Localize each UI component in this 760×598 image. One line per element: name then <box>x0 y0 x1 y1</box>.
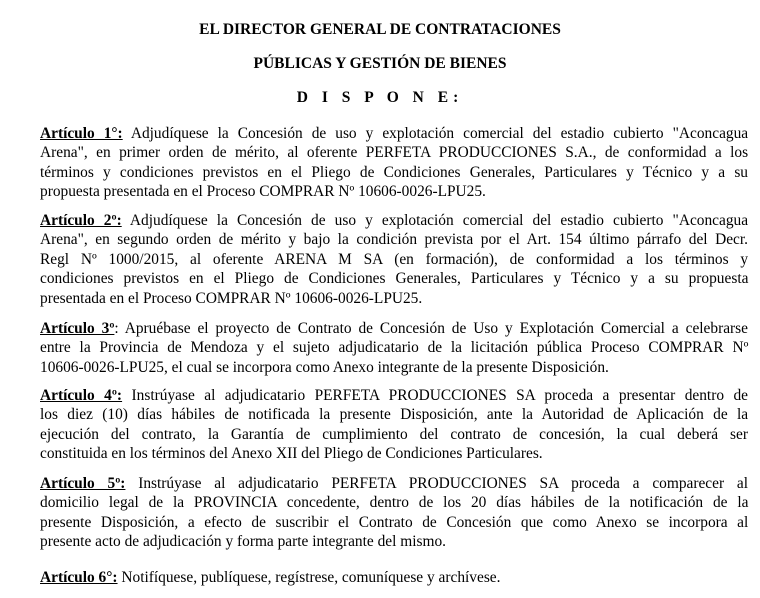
article-2-line-5: presentada en el Proceso COMPRAR Nº 10606-0026-LPU25. <box>40 289 423 307</box>
article-1-label: Artículo 1°: <box>40 125 123 142</box>
article-4-line-3: ejecución del contrato, la Garantía de cumplimiento del contrato de concesión, la cual deberá ser <box>40 425 748 443</box>
article-1-line-4: propuesta presentada en el Proceso COMPRAR Nº 10606-0026-LPU25. <box>40 183 486 201</box>
article-3-line-1: : Apruébase el proyecto de Contrato de Concesión de Uso y Explotación Comercial a celebrarse <box>114 320 748 337</box>
article-4-line-1: Instrúyase al adjudicatario PERFETA PRODUCCIONES SA proceda a presentar dentro de <box>122 387 748 404</box>
article-3-label: Artículo 3º <box>40 320 115 337</box>
article-6-label: Artículo 6°: <box>40 569 118 586</box>
article-3-line-2: entre la Provincia de Mendoza y el sujeto adjudicatario de la licitación pública Proceso COMPRAR Nº <box>40 339 749 357</box>
article-5 <box>40 474 748 552</box>
article-2-label: Artículo 2º: <box>40 212 122 229</box>
heading-publicas: PÚBLICAS Y GESTIÓN DE BIENES <box>253 55 507 72</box>
article-5-label: Artículo 5º: <box>40 475 126 492</box>
article-4-label: Artículo 4º: <box>40 387 123 404</box>
article-4-line-4: constituida en los términos del Anexo XII del Pliego de Condiciones Particulares. <box>40 445 543 463</box>
article-1 <box>40 124 748 202</box>
article-2 <box>40 211 748 308</box>
heading-dispone: D I S P O N E: <box>296 89 464 106</box>
article-3-line-3: 10606-0026-LPU25, el cual se incorpora como Anexo integrante de la presente Disposición. <box>40 358 609 376</box>
article-2-line-3: Regl Nº 1000/2015, al oferente ARENA M SA (en formación), de conformidad a los términos y <box>40 250 749 268</box>
article-6-line-1: Notifíquese, publíquese, regístrese, comuníquese y archívese. <box>117 569 501 586</box>
article-5-line-4: presente acto de adjudicación y forma parte integrante del mismo. <box>40 533 446 551</box>
article-5-line-1: Instrúyase al adjudicatario PERFETA PRODUCCIONES SA proceda a comparecer al <box>125 475 748 492</box>
article-2-line-1: Adjudíquese la Concesión de uso y explotación comercial del estadio cubierto "Aconcagua <box>121 212 749 229</box>
article-4 <box>40 386 748 464</box>
article-1-line-3: términos y condiciones previstos en el Pliego de Condiciones Generales, Particulares y Técnico y a su <box>40 163 749 181</box>
article-1-line-2: Arena", en primer orden de mérito, al oferente PERFETA PRODUCCIONES S.A., de conformidad a los <box>40 144 749 162</box>
article-6 <box>40 568 748 587</box>
article-2-line-2: Arena", en segundo orden de mérito y bajo la condición prevista por el Art. 154 último párrafo del Decr. <box>40 231 748 249</box>
article-4-line-2: los diez (10) días hábiles de notificada la presente Disposición, ante la Autoridad de Aplicación de la <box>40 406 749 424</box>
article-5-line-3: presente Disposición, a efecto de suscribir el Contrato de Concesión que como Anexo se incorpora al <box>40 513 749 531</box>
article-2-line-4: condiciones previstos en el Pliego de Condiciones Generales, Particulares y Técnico y a su propuesta <box>40 270 749 288</box>
article-3 <box>40 319 748 377</box>
heading-director: EL DIRECTOR GENERAL DE CONTRATACIONES <box>199 21 561 38</box>
article-5-line-2: domicilio legal de la PROVINCIA concedente, dentro de los 20 días hábiles de la notificación de la <box>40 494 749 512</box>
article-1-line-1: Adjudíquese la Concesión de uso y explotación comercial del estadio cubierto "Aconcagua <box>122 125 749 142</box>
